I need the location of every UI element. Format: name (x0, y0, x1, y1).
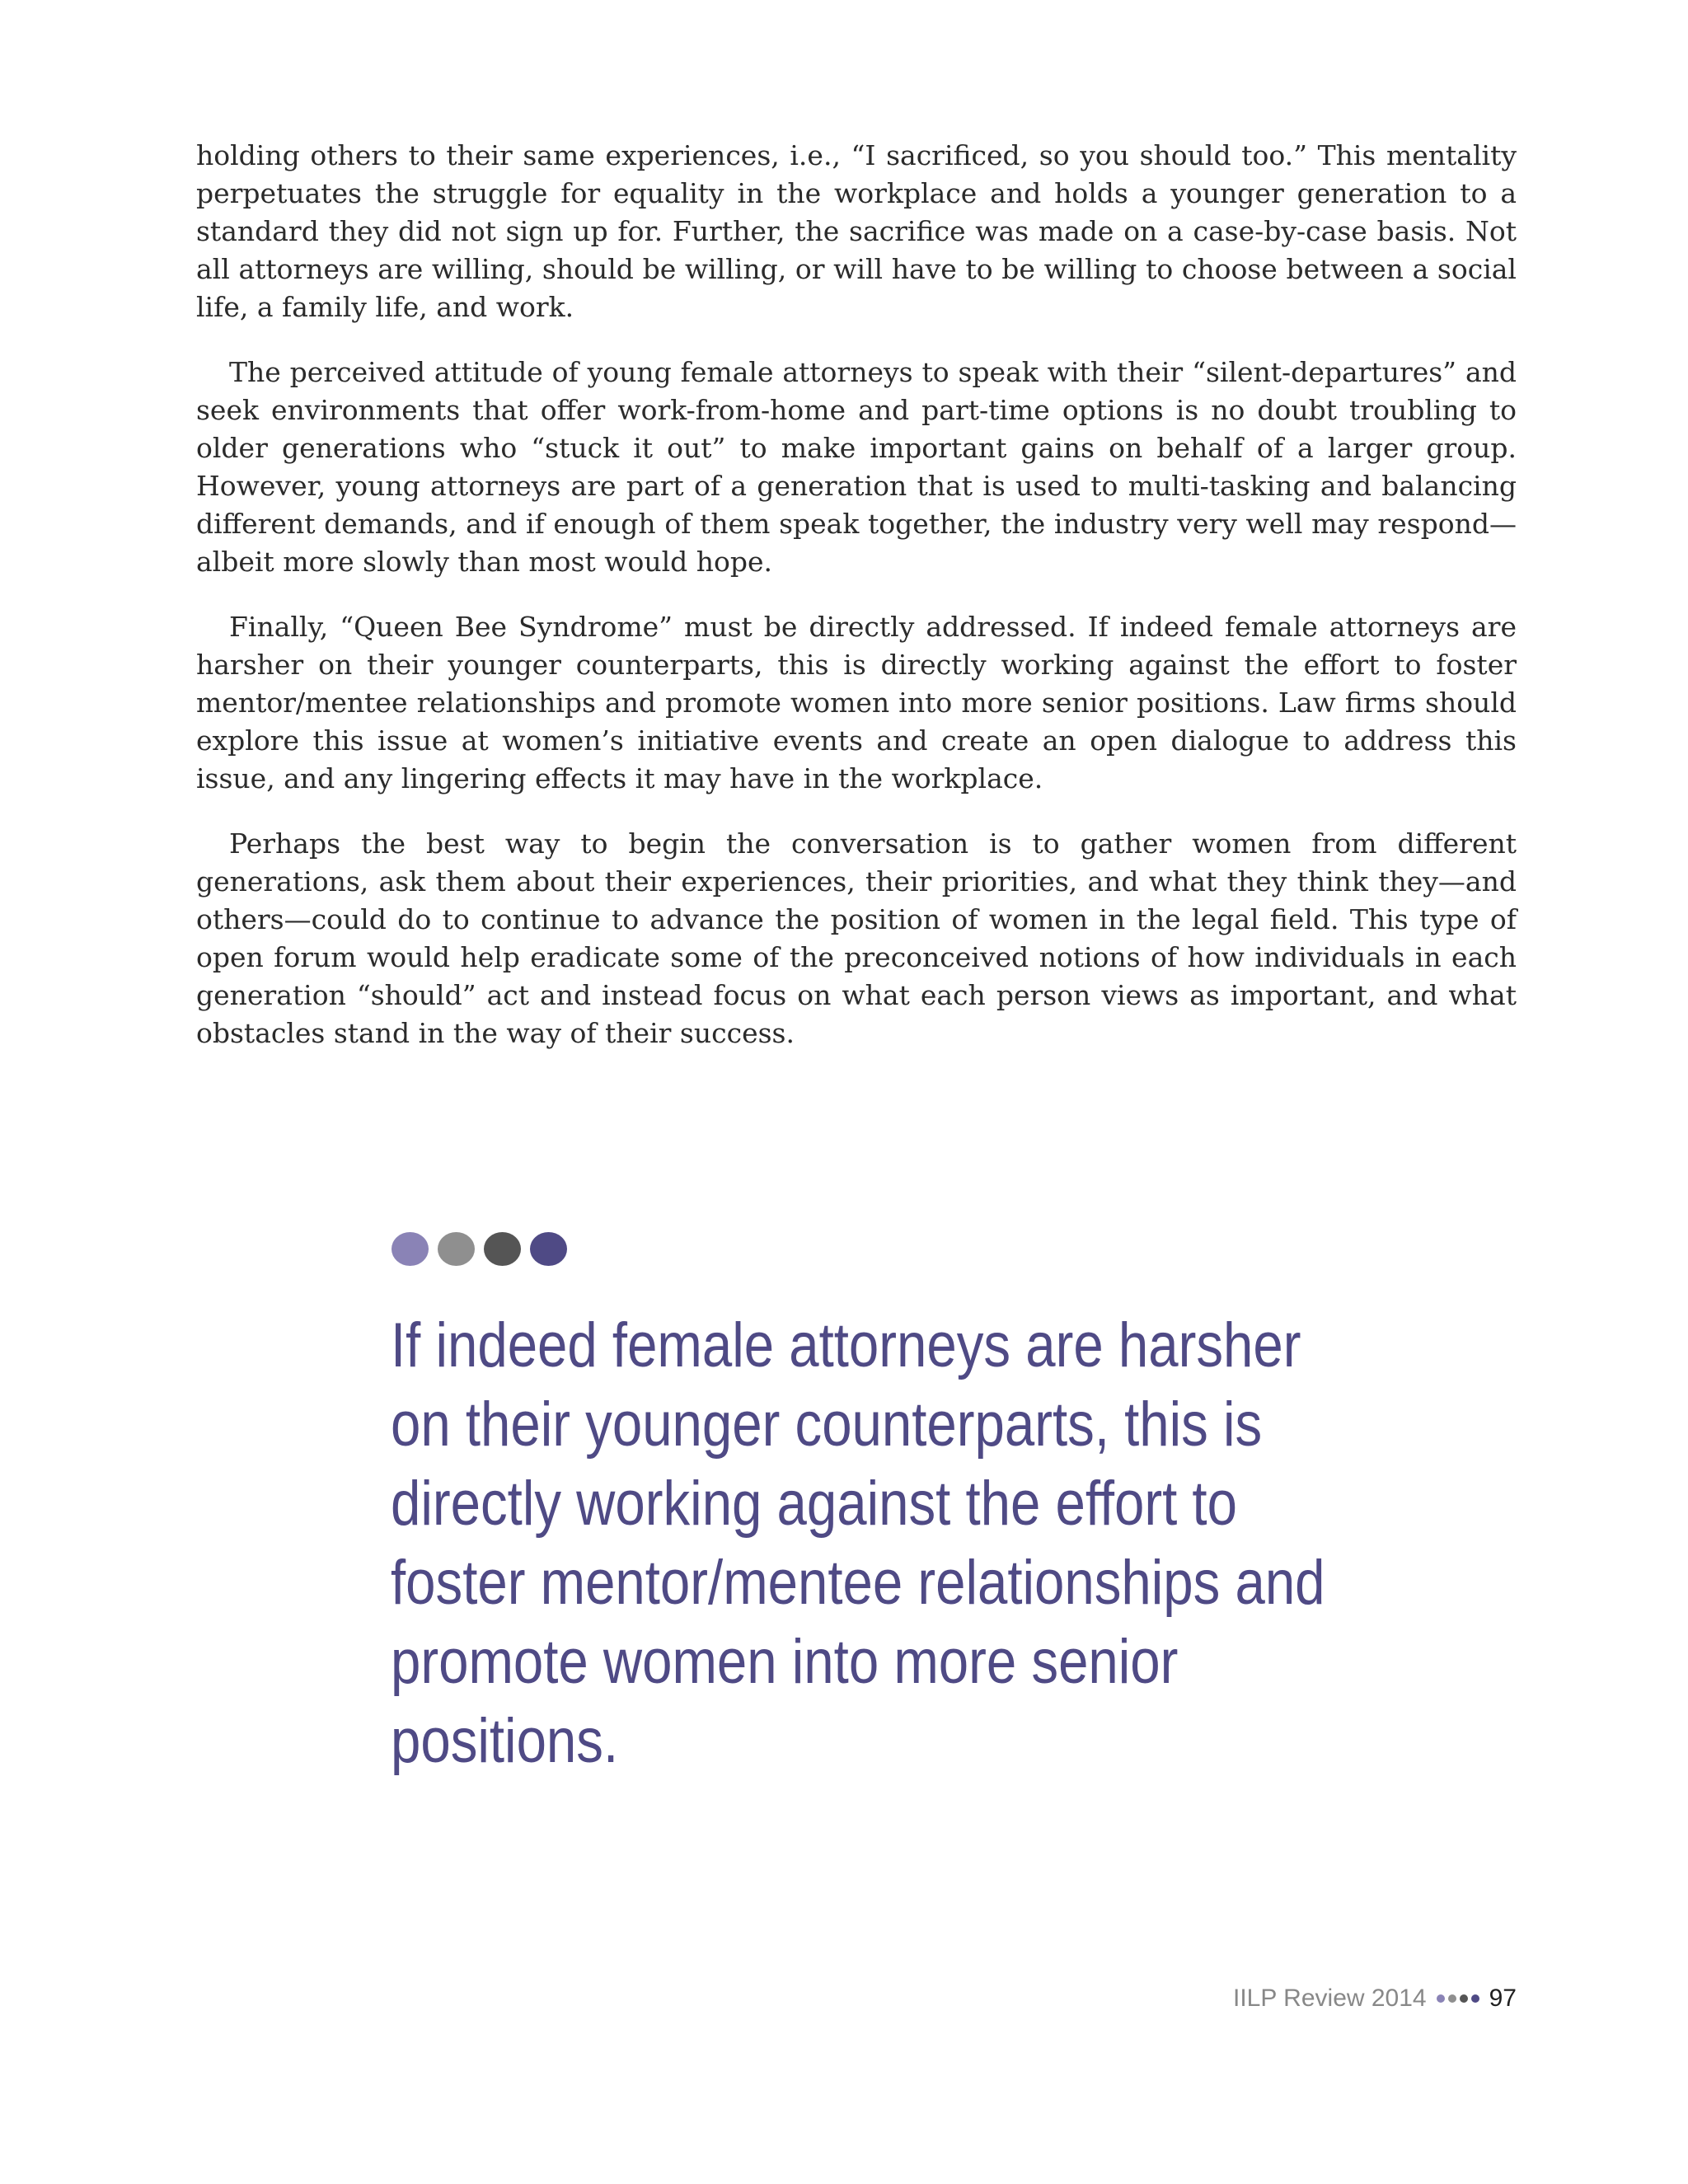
publication-title: IILP Review 2014 (1233, 1985, 1427, 2012)
footer-dots (1437, 1994, 1479, 2003)
page-number: 97 (1489, 1985, 1517, 2012)
dot-icon (530, 1232, 567, 1266)
paragraph: holding others to their same experiences, i.e., “I sacrificed, so you should too.” This mentality perpetuates the struggle for equality in the workplace and holds a younger generation to a standard they did not sign up for. Further, the sacrifice was made on a case-by-case basis. Not all attorneys are willing, should be willing, or will have to be willing to choose between a social life, a family life, and work. (196, 139, 1517, 323)
paragraph: The perceived attitude of young female attorneys to speak with their “silent-departures” and seek environments that offer work-from-home and part-time options is no doubt troubling to older generations who “stuck it out” to make important gains on behalf of a larger group. However, young attorneys are part of a generation that is used to multi-tasking and balancing different demands, and if enough of them speak together, the industry very well may respond—albeit more slowly than most would hope. (196, 356, 1517, 578)
dot-icon (484, 1232, 521, 1266)
pull-quote: If indeed female attorneys are harsher on their younger counterparts, this is directly working against the effort to foster mentor/mentee relationships and promote women into more senior positions. (391, 1310, 1325, 1776)
dot-icon (1437, 1994, 1445, 2003)
article-body (196, 137, 1517, 1080)
decorative-dots (392, 1232, 567, 1266)
paragraph: Perhaps the best way to begin the conversation is to gather women from different generations, ask them about their experiences, their priorities, and what they think they—and others—could do to continue to advance the position of women in the legal field. This type of open forum would help eradicate some of the preconceived notions of how individuals in each generation “should” act and instead focus on what each person views as important, and what obstacles stand in the way of their success. (196, 827, 1517, 1049)
paragraph: Finally, “Queen Bee Syndrome” must be directly addressed. If indeed female attorneys are harsher on their younger counterparts, this is directly working against the effort to foster mentor/mentee relationships and promote women into more senior positions. Law firms should explore this issue at women’s initiative events and create an open dialogue to address this issue, and any lingering effects it may have in the workplace. (196, 611, 1517, 794)
dot-icon (438, 1232, 475, 1266)
dot-icon (1448, 1994, 1456, 2003)
dot-icon (1460, 1994, 1468, 2003)
page-footer (1233, 1985, 1517, 2013)
dot-icon (392, 1232, 429, 1266)
dot-icon (1471, 1994, 1479, 2003)
